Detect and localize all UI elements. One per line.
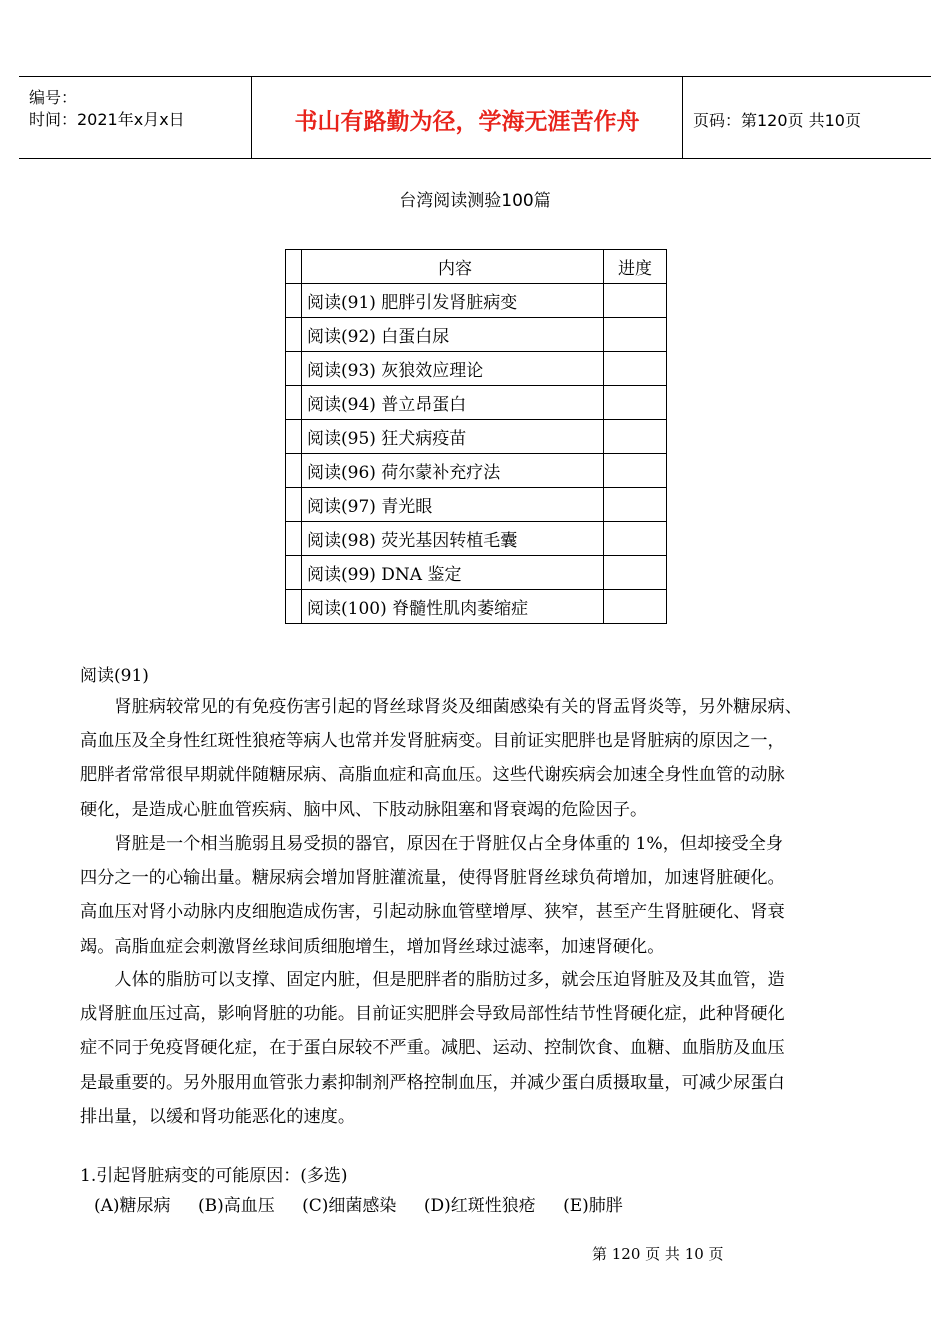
paragraph-line: 肾脏是一个相当脆弱且易受损的器官，原因在于肾脏仅占全身体重的 1%，但却接受全身	[80, 834, 784, 854]
toc-row-progress	[604, 522, 667, 556]
paragraph-line: 竭。高脂血症会刺激肾丝球间质细胞增生，增加肾丝球过滤率，加速肾硬化。	[80, 936, 665, 957]
page-header	[19, 76, 931, 159]
paragraph-line: 是最重要的。另外服用血管张力素抑制剂严格控制血压，并减少蛋白质摄取量，可减少尿蛋白	[80, 1072, 785, 1093]
number-label: 编号：	[29, 88, 78, 107]
option-d: (D)红斑性狼疮	[423, 1196, 536, 1216]
toc-row	[286, 522, 667, 556]
toc-row-progress	[604, 352, 667, 386]
paragraph-1	[80, 690, 892, 827]
toc-row-title: 阅读(97) 青光眼	[302, 488, 604, 522]
header-motto-cell	[252, 77, 683, 158]
page-footer: 第 120 页 共 10 页	[592, 1245, 724, 1263]
option-c: (C)细菌感染	[302, 1196, 397, 1216]
header-info-cell	[19, 77, 252, 158]
toc-row-title: 阅读(91) 肥胖引发肾脏病变	[302, 284, 604, 318]
paragraph-line: 高血压对肾小动脉内皮细胞造成伤害，引起动脉血管壁增厚、狭窄，甚至产生肾脏硬化、肾衰	[80, 902, 785, 923]
toc-row-title: 阅读(93) 灰狼效应理论	[302, 352, 604, 386]
toc-col-content: 内容	[302, 250, 604, 284]
header-page-cell	[683, 77, 931, 158]
toc-row	[286, 420, 667, 454]
toc-row-progress	[604, 386, 667, 420]
toc-col-progress: 进度	[604, 250, 667, 284]
paragraph-line: 症不同于免疫肾硬化症，在于蛋白尿较不严重。减肥、运动、控制饮食、血糖、血脂肪及血压	[80, 1038, 785, 1059]
toc-row-progress	[604, 556, 667, 590]
paragraph-3	[80, 963, 892, 1134]
toc-row-title: 阅读(100) 脊髓性肌肉萎缩症	[302, 590, 604, 624]
toc-row	[286, 284, 667, 318]
toc-row	[286, 488, 667, 522]
toc-row	[286, 590, 667, 624]
paragraph-line: 成肾脏血压过高，影响肾脏的功能。目前证实肥胖会导致局部性结节性肾硬化症，此种肾硬化	[80, 1004, 785, 1025]
option-e: (E)肺胖	[563, 1196, 623, 1216]
toc-row-progress	[604, 488, 667, 522]
toc-row-title: 阅读(99) DNA 鉴定	[302, 556, 604, 590]
toc-row-progress	[604, 318, 667, 352]
toc-row-progress	[604, 590, 667, 624]
toc-blank-cell	[286, 250, 302, 284]
toc-table	[285, 249, 667, 624]
question-options	[94, 1191, 645, 1216]
question-1: 1.引起肾脏病变的可能原因：(多选)	[80, 1166, 348, 1186]
toc-row	[286, 454, 667, 488]
motto: 书山有路勤为径，学海无涯苦作舟	[294, 109, 640, 135]
toc-row-title: 阅读(94) 普立昂蛋白	[302, 386, 604, 420]
toc-row-title: 阅读(92) 白蛋白尿	[302, 318, 604, 352]
toc-row-progress	[604, 420, 667, 454]
section-title: 阅读(91)	[80, 666, 149, 686]
paragraph-line: 四分之一的心输出量。糖尿病会增加肾脏灌流量，使得肾脏肾丝球负荷增加，加速肾脏硬化。	[80, 868, 785, 889]
toc-header-row	[286, 250, 667, 284]
toc-row-progress	[604, 284, 667, 318]
toc-row	[286, 352, 667, 386]
paragraph-line: 硬化，是造成心脏血管疾病、脑中风、下肢动脉阻塞和肾衰竭的危险因子。	[80, 799, 648, 820]
time-label: 时间：2021年x月x日	[29, 110, 185, 129]
option-b: (B)高血压	[197, 1196, 275, 1216]
paragraph-line: 肾脏病较常见的有免疫伤害引起的肾丝球肾炎及细菌感染有关的肾盂肾炎等，另外糖尿病、	[80, 697, 802, 717]
paragraph-line: 肥胖者常常很早期就伴随糖尿病、高脂血症和高血压。这些代谢疾病会加速全身性血管的动脉	[80, 765, 785, 786]
toc-row-title: 阅读(98) 荧光基因转植毛囊	[302, 522, 604, 556]
option-a: (A)糖尿病	[94, 1196, 171, 1216]
toc-row	[286, 556, 667, 590]
toc-row	[286, 386, 667, 420]
document-title: 台湾阅读测验100篇	[399, 191, 551, 211]
paragraph-line: 排出量，以缓和肾功能恶化的速度。	[80, 1106, 356, 1127]
toc-row-title: 阅读(96) 荷尔蒙补充疗法	[302, 454, 604, 488]
paragraph-line: 高血压及全身性红斑性狼疮等病人也常并发肾脏病变。目前证实肥胖也是肾脏病的原因之一，	[80, 731, 785, 752]
toc-row	[286, 318, 667, 352]
paragraph-line: 人体的脂肪可以支撑、固定内脏，但是肥胖者的脂肪过多，就会压迫肾脏及及其血管，造	[80, 970, 785, 990]
paragraph-2	[80, 827, 892, 964]
toc-row-progress	[604, 454, 667, 488]
toc-row-title: 阅读(95) 狂犬病疫苗	[302, 420, 604, 454]
page-label: 页码：第120页 共10页	[693, 111, 861, 130]
